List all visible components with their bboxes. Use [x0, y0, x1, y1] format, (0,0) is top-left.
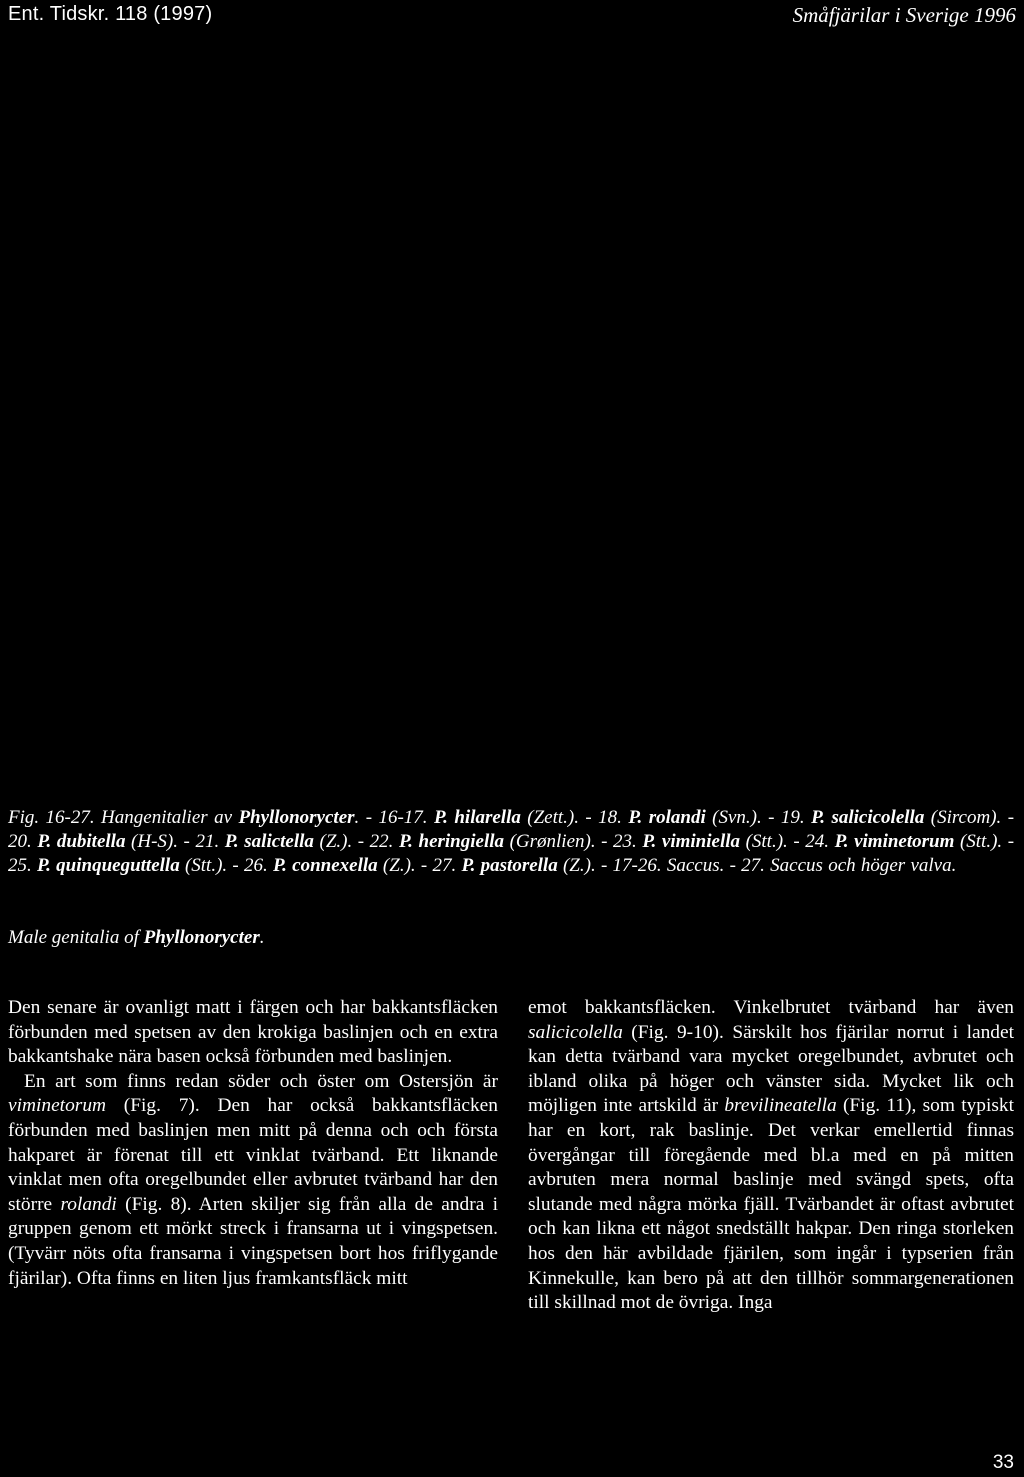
page-number: 33 [992, 1452, 1014, 1473]
species-name: dubitella [56, 831, 126, 852]
running-title: Småfjärilar i Sverige 1996 [792, 3, 1016, 27]
species-name: viminiella [661, 831, 740, 852]
species-name: viminetorum [854, 831, 955, 852]
paragraph: emot bakkantsfläcken. Vinkelbrutet tvärband har även salicicolella (Fig. 9-10). Särskilt hos fjärilar norrut i landet kan detta tvärband vara mycket oregelbundet, avbrutet och ibland olika på höger och vänster sida. Mycket lik och möjligen inte artskild är brevilineatella (Fig. 11), som typiskt har en kort, rak baslinje. Det verkar emellertid finnas övergångar till föregående med bl.a med en på mitten avbruten mera normal baslinje med svängd spets, ofta slutande med några mörka fjäll. Tvärbandet är oftast avbrutet och kan likna ett något snedställt hakpar. Den ringa storleken hos den här avbildade fjärilen, som ingår i typserien från Kinnekulle, kan bero på att den tillhör sommargenerationen till skillnad mot de övriga. Inga [528, 997, 1014, 1314]
species-name: viminetorum [8, 1095, 107, 1117]
caption-genus: Phyllonorycter [143, 927, 260, 948]
journal-header: Ent. Tidskr. 118 (1997) [8, 3, 213, 25]
species-name: salicicolella [528, 1021, 623, 1043]
species-name: brevilineatella [724, 1095, 837, 1117]
species-name: salicicolella [831, 807, 925, 828]
species-name: pastorella [480, 855, 558, 876]
paragraph: En art som finns redan söder och öster om Ostersjön är viminetorum (Fig. 7). Den har också bakkantsfläcken förbunden med baslinjen men mitt på denna och och första hakparet är förenat till ett vinklat tvärband. Ett liknande vinklat men ofta oregelbundet eller avbrutet tvärband har den större rolandi (Fig. 8). Arten skiljer sig från alla de andra i gruppen genom ett mörkt streck i fransarna ut i vingspetsen. (Tyvärr nöts ofta fransarna i vingspetsen bort hos friflygande fjärilar). Ofta finns en liten ljus framkantsfläck mitt [8, 1070, 498, 1289]
species-name: rolandi [60, 1193, 117, 1215]
species-name: hilarella [454, 807, 521, 828]
paragraph: Den senare är ovanligt matt i färgen och har bakkantsfläcken förbunden med spetsen av den krokiga baslinjen och en extra bakkantshake nära basen också förbunden med baslinjen. [8, 997, 498, 1068]
species-name: rolandi [648, 807, 706, 828]
figure-caption-swedish: Fig. 16-27. Hangenitalier av Phyllonorycter. - 16-17. P. hilarella (Zett.). - 18. P. rolandi (Svn.). - 19. P. salicicolella (Sircom). - 20. P. dubitella (H-S). - 21. P. salictella (Z.). - 22. P. heringiella (Grønlien). - 23. P. viminiella (Stt.). - 24. P. viminetorum (Stt.). - 25. P. quinqueguttella (Stt.). - 26. P. connexella (Z.). - 27. P. pastorella (Z.). - 17-26. Saccus. - 27. Saccus och höger valva. [8, 807, 1015, 876]
species-name: connexella [292, 855, 378, 876]
body-column-right [528, 996, 1014, 1316]
caption-genus: Phyllonorycter [238, 807, 355, 828]
species-name: heringiella [418, 831, 505, 852]
figure-caption-english: Male genitalia of Phyllonorycter. [8, 927, 265, 948]
species-name: salictella [244, 831, 314, 852]
figure-plate [0, 40, 1024, 800]
species-name: quinqueguttella [56, 855, 180, 876]
body-column-left [8, 996, 498, 1291]
